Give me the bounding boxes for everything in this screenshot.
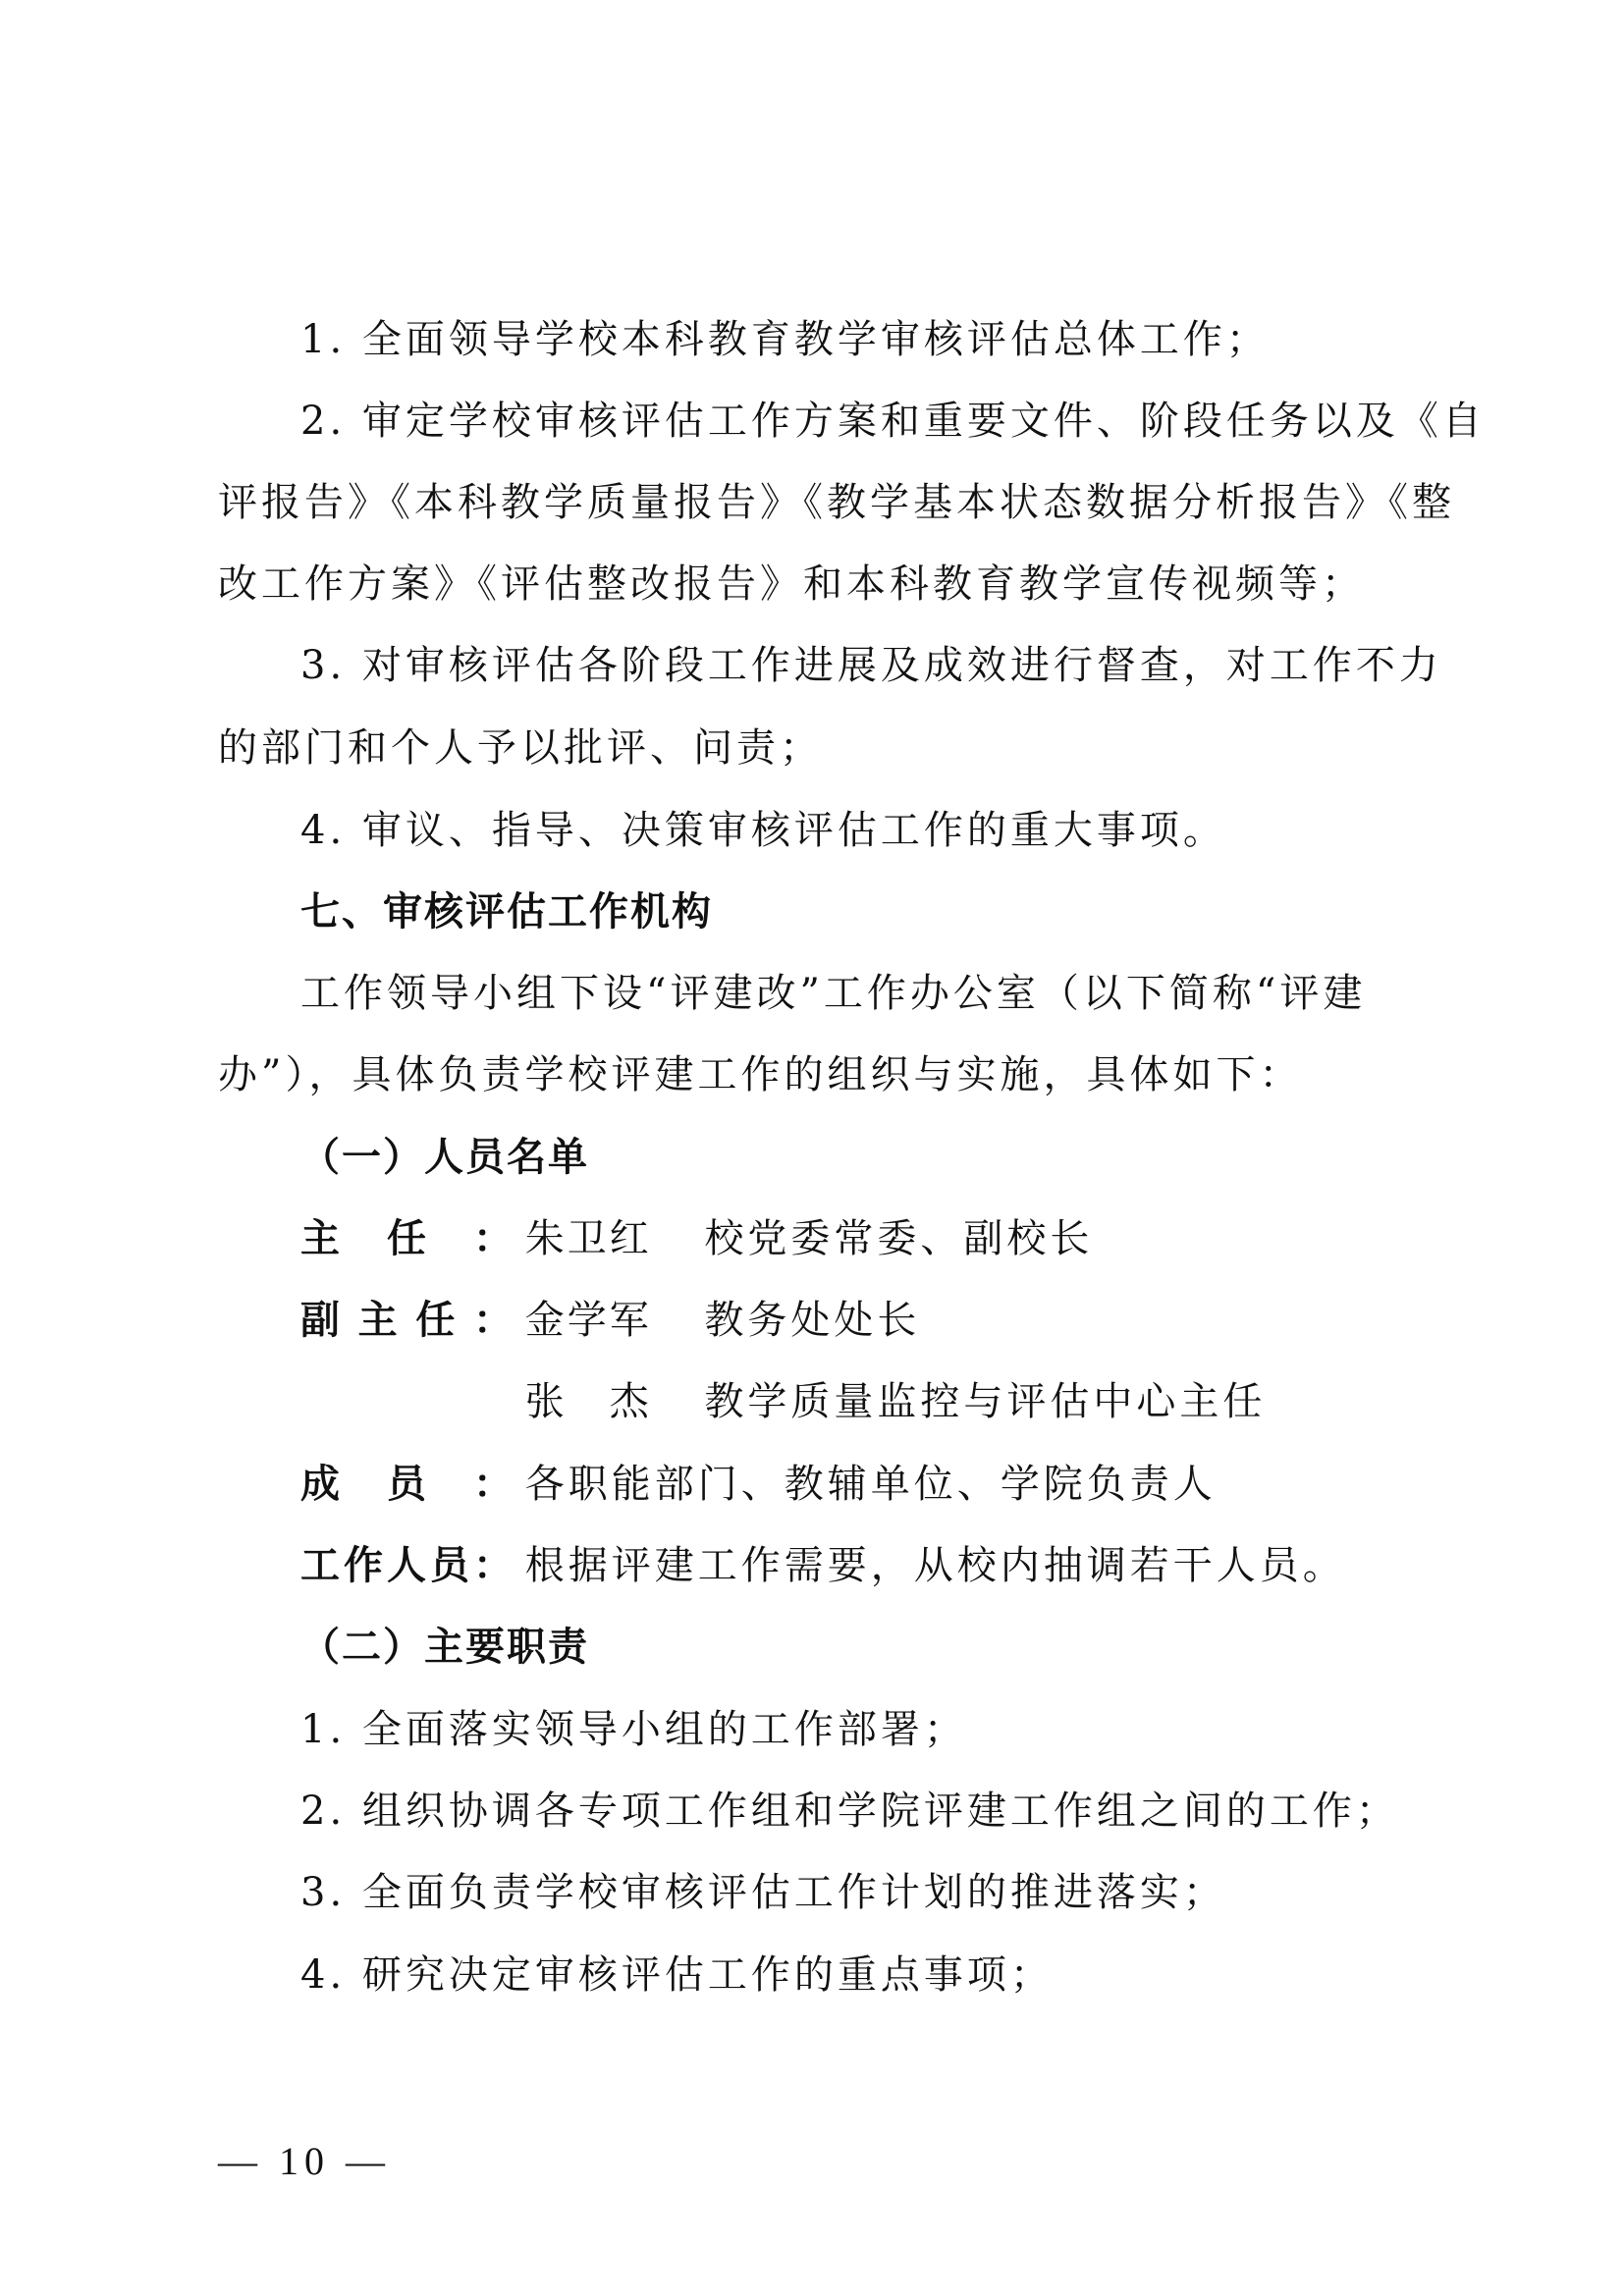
role-label: 成 员 ： [300,1462,513,1507]
role-person-title: 教学质量监控与评估中心主任 [704,1379,1267,1424]
office-duty-item: 2. 组织协调各专项工作组和学院评建工作组之间的工作； [300,1789,1399,1834]
role-row-deputy-director [300,1297,920,1344]
duty-item-3-line-1: 3. 对审核评估各阶段工作进展及成效进行督查，对工作不力 [300,643,1442,688]
role-person-name: 张 杰 [524,1379,652,1424]
role-person-title: 根据评建工作需要，从校内抽调若干人员。 [524,1543,1346,1588]
duty-item-4: 4. 审议、指导、决策审核评估工作的重大事项。 [300,808,1226,853]
duty-item-2-line-2: 评报告》《本科教学质量报告》《教学基本状态数据分析报告》《整 [218,480,1455,525]
section-heading-7: 七、审核评估工作机构 [300,889,713,934]
role-person-name: 金学军 [524,1298,652,1343]
role-row-deputy-director-2 [300,1378,1266,1425]
role-label: 副 主 任 ： [300,1298,513,1343]
role-row-director [300,1215,1093,1262]
role-person-title: 校党委常委、副校长 [704,1216,1094,1261]
role-person-title: 各职能部门、教辅单位、学院负责人 [524,1462,1217,1507]
duty-item-1: 1. 全面领导学校本科教育教学审核评估总体工作； [300,317,1270,362]
office-duty-item: 4. 研究决定审核评估工作的重点事项； [300,1952,1054,1998]
page-number: — 10 — [218,2139,391,2183]
section7-intro-line-1: 工作领导小组下设“评建改”工作办公室（以下简称“评建 [300,971,1367,1016]
role-person-name: 朱卫红 [524,1216,652,1261]
duty-item-2-line-3: 改工作方案》《评估整改报告》和本科教育教学宣传视频等； [218,561,1365,607]
role-person-title: 教务处处长 [704,1298,921,1343]
role-label: 工 作 人 员 ： [300,1543,513,1588]
role-row-staff [300,1542,1346,1589]
role-row-members [300,1461,1217,1508]
duty-item-2-line-1: 2. 审定学校审核评估工作方案和重要文件、阶段任务以及《自 [300,399,1486,444]
subsection-heading-personnel: （一）人员名单 [300,1135,589,1180]
subsection-heading-duties: （二）主要职责 [300,1625,589,1670]
section7-intro-line-2: 办”），具体负责学校评建工作的组织与实施，具体如下： [218,1052,1303,1097]
office-duty-item: 1. 全面落实领导小组的工作部署； [300,1707,967,1752]
office-duty-item: 3. 全面负责学校审核评估工作计划的推进落实； [300,1870,1226,1915]
role-label: 主 任 ： [300,1216,513,1261]
duty-item-3-line-2: 的部门和个人予以批评、问责； [218,725,823,771]
